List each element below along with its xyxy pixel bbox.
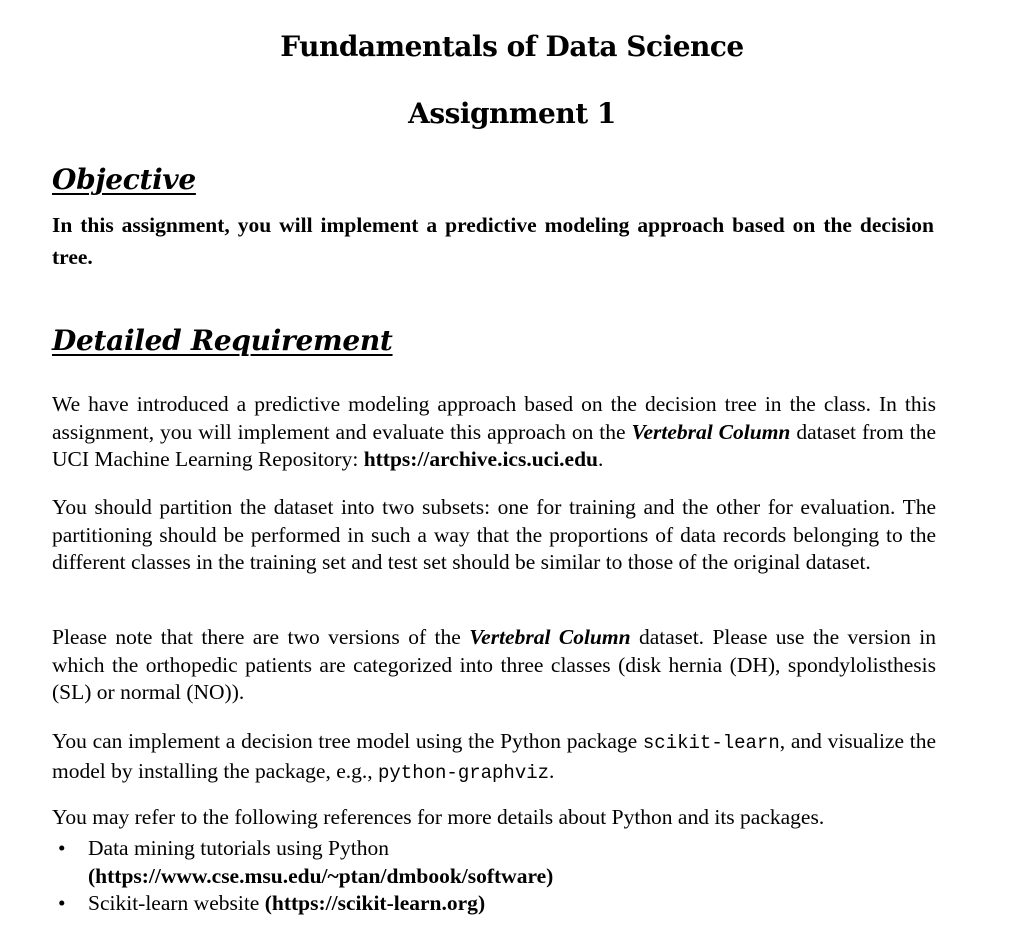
partition-paragraph: You should partition the dataset into two subsets: one for training and the other for evaluation. The partitioning should be performed in such a way that the proportions of data records belonging to the different classes in the training set and test set should be similar to those of the original dataset. (52, 495, 936, 574)
reference-text: Scikit-learn website (88, 891, 265, 915)
implementation-paragraph (52, 728, 936, 787)
intro-text-3: . (598, 447, 604, 471)
dmbook-software-link[interactable]: https://www.cse.msu.edu/~ptan/dmbook/software (95, 863, 547, 888)
document-title: Fundamentals of Data Science (280, 30, 744, 63)
implementation-text-1: You can implement a decision tree model using the Python package (52, 729, 643, 753)
versions-paragraph (52, 624, 936, 707)
implementation-text-2: , and visualize the model by installing the package, e.g., (52, 729, 936, 783)
versions-text-2: dataset. Please use the version in which the orthopedic patients are categorized into three classes (disk hernia (DH), spondylolisthesis (SL) or normal (NO)). (52, 625, 936, 704)
scikit-learn-code: scikit-learn (642, 732, 780, 754)
dataset-name: Vertebral Column (469, 625, 631, 649)
reference-text: Data mining tutorials using Python (88, 836, 389, 860)
list-item (52, 835, 936, 890)
intro-text-1: We have introduced a predictive modeling approach based on the decision tree in the class. In this assignment, you will implement and evaluate this approach on the (52, 392, 936, 444)
implementation-text-3: . (549, 758, 555, 783)
bullet-icon (58, 835, 66, 863)
intro-text-2: dataset from the UCI Machine Learning Repository: (52, 419, 936, 471)
references-list (52, 835, 936, 918)
scikit-learn-link[interactable]: https://scikit-learn.org (271, 891, 478, 915)
python-graphviz-code: python-graphviz (378, 761, 550, 784)
detailed-requirement-heading: Detailed Requirement (52, 324, 393, 357)
references-intro: You may refer to the following references for more details about Python and its packages. (52, 805, 825, 829)
objective-heading: Objective (52, 163, 196, 196)
reference-close-paren: ) (477, 891, 486, 915)
intro-paragraph (52, 391, 936, 474)
objective-text: In this assignment, you will implement a predictive modeling approach based on the decision tree. (52, 213, 934, 269)
bullet-icon (58, 890, 66, 918)
list-item (52, 890, 936, 918)
reference-close-paren: ) (546, 863, 554, 888)
assignment-title: Assignment 1 (408, 97, 616, 130)
reference-open-paren: ( (88, 863, 96, 888)
reference-open-paren: ( (264, 891, 272, 915)
uci-repository-link[interactable]: https://archive.ics.uci.edu (363, 447, 599, 471)
versions-text-1: Please note that there are two versions of the (52, 625, 470, 649)
dataset-name: Vertebral Column (631, 419, 791, 444)
